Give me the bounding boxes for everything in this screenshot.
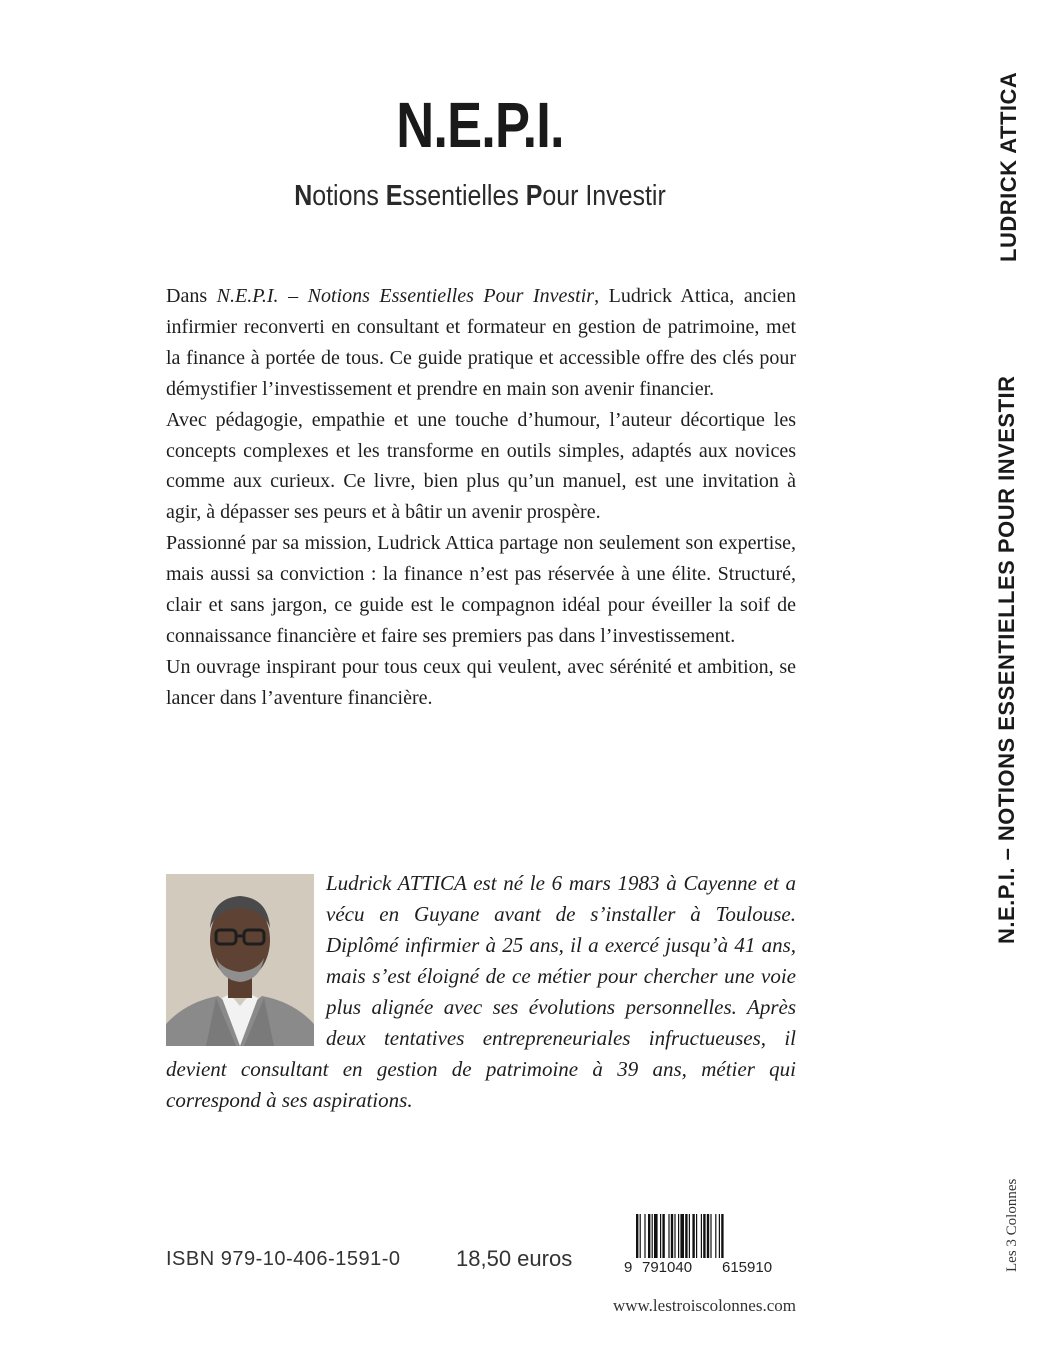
- barcode-digit-first: 9: [624, 1259, 633, 1276]
- barcode-bar: [671, 1214, 673, 1258]
- barcode-digits-right: 615910: [722, 1259, 773, 1276]
- subtitle-word-essentielles: ssentielles: [402, 180, 526, 212]
- barcode-bar: [685, 1214, 687, 1258]
- barcode-bar: [715, 1214, 716, 1258]
- isbn-barcode: [622, 1214, 798, 1276]
- price: 18,50 euros: [456, 1246, 573, 1271]
- barcode-bar: [668, 1214, 669, 1258]
- barcode-bar: [648, 1214, 650, 1258]
- isbn: ISBN 979-10-406-1591-0: [166, 1248, 401, 1270]
- barcode-bar: [636, 1214, 638, 1258]
- author-bio-text: Ludrick ATTICA est né le 6 mars 1983 à Cayenne et a vécu en Guyane avant de s’installer à Toulouse. Diplômé infirmier à 25 ans, il a exercé jusqu’à 41 ans, mais s’est éloigné de ce métier pour chercher une voie plus alignée avec ses évolutions personnelles. Après deux tentatives entrepreneuriales infructueuses, il devient consultant en gestion de patrimoine à 39 ans, métier qui correspond à ses aspirations.: [166, 871, 796, 1112]
- subtitle-initial-e: E: [385, 180, 403, 212]
- book-blurb: [166, 281, 796, 714]
- barcode-bar: [652, 1214, 653, 1258]
- blurb-title-italic: N.E.P.I. – Notions Essentielles Pour Investir: [216, 285, 595, 307]
- blurb-paragraph: Un ouvrage inspirant pour tous ceux qui veulent, avec sérénité et ambition, se lancer dans l’aventure financière.: [166, 655, 796, 709]
- barcode-bar: [719, 1214, 720, 1258]
- author-bio: [166, 868, 796, 1116]
- barcode-digits-left: 791040: [642, 1259, 693, 1276]
- barcode-bar: [703, 1214, 705, 1258]
- blurb-paragraph: Passionné par sa mission, Ludrick Attica partage non seulement son expertise, mais aussi sa conviction : la finance n’est pas réservée à une élite. Structuré, clair et sans jargon, ce guide est le compagnon idéal pour éveiller la soif de connaissance financière et faire ses premiers pas dans l’investissement.: [166, 532, 796, 647]
- publisher-website: www.lestroiscolonnes.com: [612, 1296, 796, 1315]
- blurb-paragraph: [166, 281, 796, 405]
- barcode-bar: [692, 1214, 694, 1258]
- book-subtitle: [67, 180, 893, 213]
- bio-photo-spacer: [166, 868, 326, 1054]
- subtitle-word-pour-investir: our Investir: [542, 180, 666, 212]
- barcode-bar: [710, 1214, 711, 1258]
- barcode-bar: [644, 1214, 645, 1258]
- spine-title: N.E.P.I. – NOTIONS ESSENTIELLES POUR INVESTIR: [994, 375, 1019, 944]
- spine-author: LUDRICK ATTICA: [996, 71, 1021, 262]
- barcode-bars: [636, 1214, 724, 1258]
- barcode-bar: [701, 1214, 702, 1258]
- barcode-bar: [674, 1214, 675, 1258]
- barcode-bar: [721, 1214, 723, 1258]
- barcode-bar: [696, 1214, 697, 1258]
- blurb-prefix: Dans: [166, 285, 217, 307]
- barcode-bar: [707, 1214, 709, 1258]
- book-title: N.E.P.I.: [396, 89, 564, 161]
- subtitle-word-notions: otions: [312, 180, 386, 212]
- barcode-bar: [654, 1214, 658, 1258]
- barcode-bar: [678, 1214, 679, 1258]
- blurb-paragraph: Avec pédagogie, empathie et une touche d’humour, l’auteur décortique les concepts complexes et les transforme en outils simples, adaptés aux novices comme aux curieux. Ce livre, bien plus qu’un manuel, est une invitation à agir, à dépasser ses peurs et à bâtir un avenir prospère.: [166, 408, 796, 524]
- subtitle-initial-n: N: [294, 180, 313, 212]
- spine-publisher: Les 3 Colonnes: [1004, 1178, 1020, 1272]
- blurb-text: , Ludrick Attica, ancien infirmier reconverti en consultant et formateur en gestion de patrimoine, met la finance à portée de tous. Ce guide pratique et accessible offre des clés pour démystifier l’investissement et prendre en main son avenir financier.: [166, 285, 797, 400]
- subtitle-initial-p: P: [525, 180, 543, 212]
- barcode-bar: [680, 1214, 684, 1258]
- barcode-bar: [640, 1214, 641, 1258]
- barcode-bar: [662, 1214, 664, 1258]
- barcode-bar: [689, 1214, 690, 1258]
- barcode-bar: [660, 1214, 661, 1258]
